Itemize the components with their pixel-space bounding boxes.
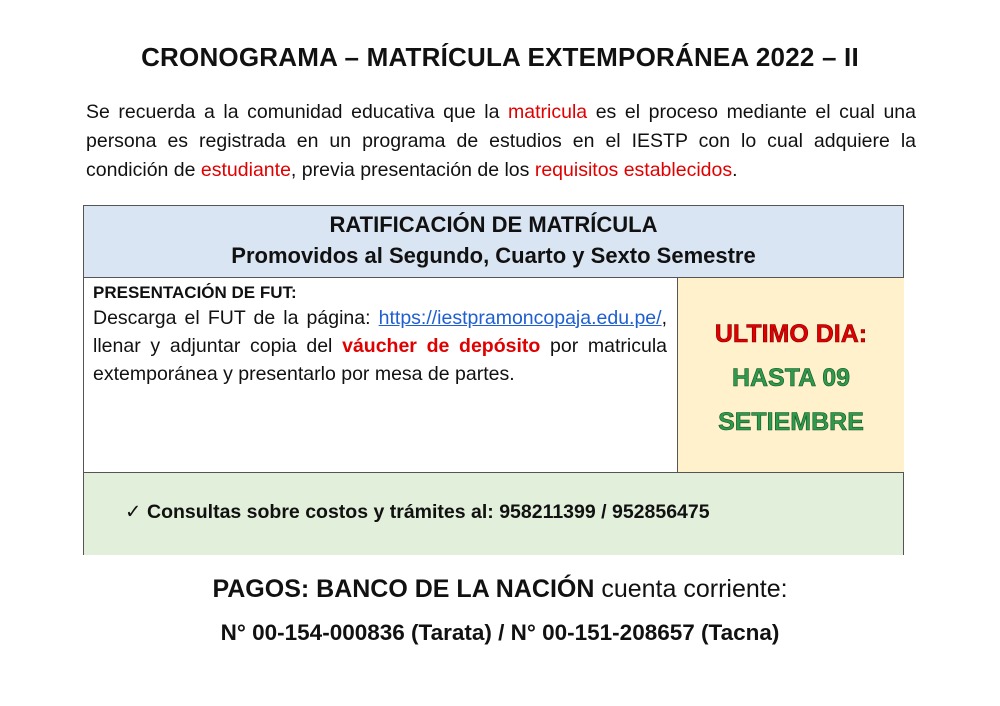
intro-text: Se recuerda a la comunidad educativa que la [86,101,509,123]
fut-label: PRESENTACIÓN DE FUT: [93,283,297,302]
consult-line [125,500,710,524]
fut-cell [84,278,678,472]
header-subtitle: Promovidos al Segundo, Cuarto y Sexto Semestre [231,243,756,268]
payment-account-type: cuenta corriente: [594,575,788,603]
fut-text: Descarga el FUT de la página: [93,307,379,329]
payment-bank: PAGOS: BANCO DE LA NACIÓN [212,575,595,603]
intro-text: . [732,159,738,181]
fut-text: , llenar y adjuntar copia del [93,307,667,357]
fut-text: por matricula extemporánea y presentarlo por mesa de partes. [93,335,668,385]
deadline-date: HASTA 09 [731,364,851,392]
voucher-highlight: váucher de depósito [342,335,541,357]
intro-paragraph [86,98,916,185]
intro-highlight-estudiante: estudiante [200,159,291,181]
deadline-month: SETIEMBRE [718,408,864,436]
website-link[interactable]: https://iestpramoncopaja.edu.pe/ [378,307,662,329]
intro-text: , previa presentación de los [290,159,535,181]
intro-text: es el proceso mediante el cual una persona es registrada en un programa de estudios en el IESTP con lo cual adquiere la condición de [86,101,916,181]
intro-highlight-matricula: matricula [508,101,588,123]
deadline-cell [678,278,904,472]
payment-line [0,575,1000,604]
consult-text: Consultas sobre costos y trámites al: 958211399 / 952856475 [147,501,710,523]
table-header [84,206,903,278]
checkmark-icon: ✓ [125,501,142,523]
payment-accounts: N° 00-154-000836 (Tarata) / N° 00-151-208657 (Tacna) [220,620,780,645]
deadline-label: ULTIMO DIA: [714,320,868,348]
info-table [83,205,904,555]
fut-instructions [93,304,667,388]
header-title: RATIFICACIÓN DE MATRÍCULA [329,212,658,237]
consult-row [84,472,903,555]
intro-highlight-requisitos: requisitos establecidos [534,159,733,181]
page-title: CRONOGRAMA – MATRÍCULA EXTEMPORÁNEA 2022 – II [141,42,859,72]
